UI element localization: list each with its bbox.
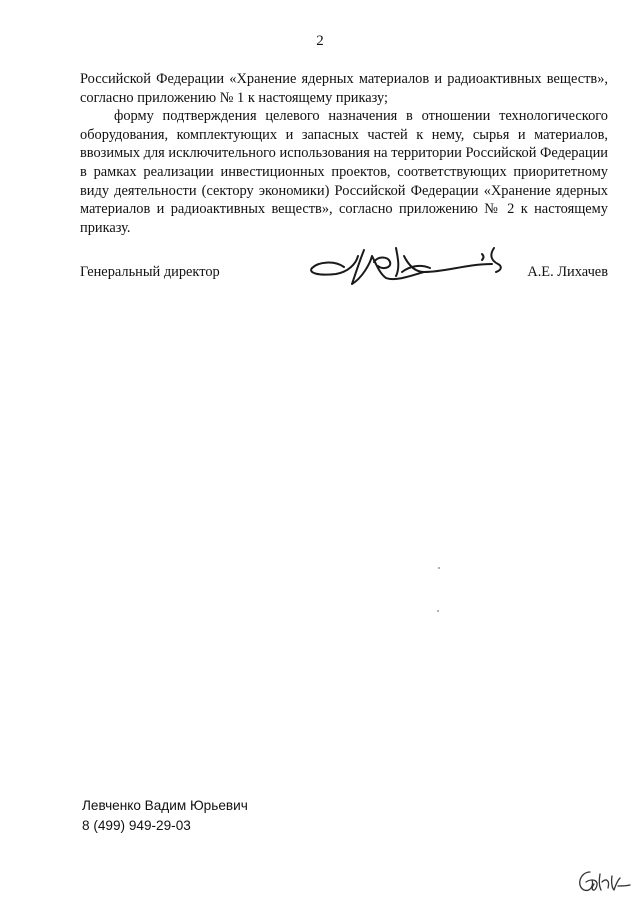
paragraph-1: Российской Федерации «Хранение ядерных материалов и радиоактивных веществ», согласно приложению № 1 к настоящему приказу;	[80, 71, 608, 106]
signatory-name: А.Е. Лихачев	[527, 264, 608, 280]
scan-speck	[438, 567, 440, 569]
paragraph-2: форму подтверждения целевого назначения в отношении технологического оборудования, комплектующих и запасных частей к нему, сырья и материалов, ввозимых для исключительного использования на территории Российской Федерации в рамках реализации инвестиционных проектов, соответствующих приоритетному виду деятельности (сектору экономики) Российской Федерации «Хранение ядерных материалов и радиоактивных веществ», согласно приложению № 2 к настоящему приказу.	[80, 108, 608, 236]
executor-info	[82, 796, 248, 836]
body-text	[80, 70, 608, 237]
handwritten-signature	[306, 234, 506, 294]
executor-phone: 8 (499) 949-29-03	[82, 818, 191, 833]
signature-block	[80, 262, 608, 286]
executor-name: Левченко Вадим Юрьевич	[82, 798, 248, 813]
scan-speck	[437, 610, 439, 612]
position-title: Генеральный директор	[80, 264, 220, 280]
handwritten-initials	[572, 866, 632, 898]
page-number: 2	[316, 33, 324, 49]
